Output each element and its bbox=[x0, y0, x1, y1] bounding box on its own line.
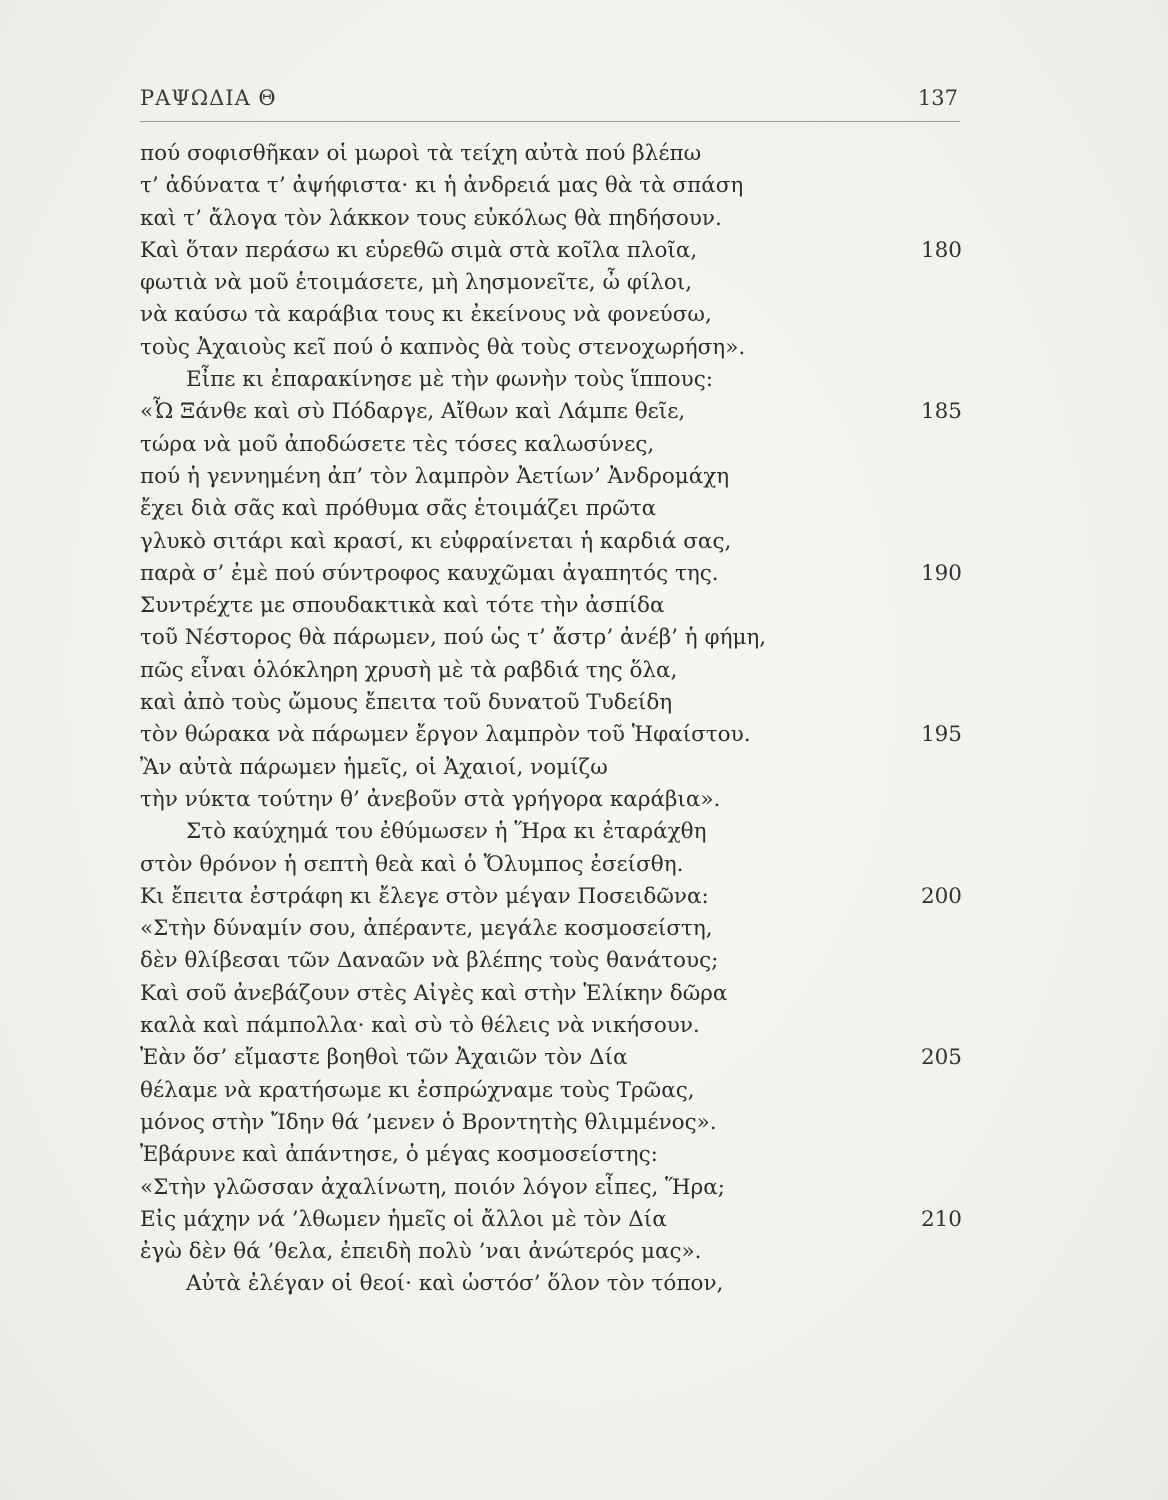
verse-line bbox=[140, 558, 962, 590]
line-number: 205 bbox=[920, 1045, 962, 1071]
verse-text: Κι ἔπειτα ἐστράφη κι ἔλεγε στὸν μέγαν Ποσειδῶνα: bbox=[140, 883, 709, 909]
line-number: 190 bbox=[920, 560, 962, 586]
verse-text: τώρα νὰ μοῦ ἀποδώσετε τὲς τόσες καλωσύνες, bbox=[140, 431, 655, 457]
verse-text: ἔχει διὰ σᾶς καὶ πρόθυμα σᾶς ἑτοιμάζει πρῶτα bbox=[140, 496, 657, 522]
verse-text: πῶς εἶναι ὁλόκληρη χρυσὴ μὲ τὰ ραβδιά της ὅλα, bbox=[140, 657, 678, 683]
verse-text: ἐγὼ δὲν θά ’θελα, ἐπειδὴ πολὺ ’ναι ἀνώτερός μας». bbox=[140, 1239, 702, 1265]
verse-line bbox=[140, 1042, 962, 1074]
verse-line bbox=[140, 235, 962, 267]
verse-line bbox=[140, 687, 962, 719]
verse-text: παρὰ σ’ ἐμὲ πού σύντροφος καυχῶμαι ἀγαπητός της. bbox=[140, 560, 719, 586]
verse-line bbox=[140, 849, 962, 881]
verse-line bbox=[140, 1268, 962, 1300]
verse-line bbox=[140, 1204, 962, 1236]
verse-line bbox=[140, 493, 962, 525]
verse-line bbox=[140, 364, 962, 396]
verse-text: μόνος στὴν Ἴδην θά ’μενεν ὁ Βροντητὴς θλιμμένος». bbox=[140, 1109, 717, 1135]
verse-line bbox=[140, 978, 962, 1010]
verse-line bbox=[140, 945, 962, 977]
verse-text: στὸν θρόνον ἡ σεπτὴ θεὰ καὶ ὁ Ὄλυμπος ἐσείσθη. bbox=[140, 851, 684, 877]
verse-line bbox=[140, 1010, 962, 1042]
verse-text: Καὶ ὅταν περάσω κι εὑρεθῶ σιμὰ στὰ κοῖλα πλοῖα, bbox=[140, 237, 698, 263]
verse-text: Εἰς μάχην νά ’λθωμεν ἡμεῖς οἱ ἄλλοι μὲ τὸν Δία bbox=[140, 1206, 667, 1232]
verse-line bbox=[140, 267, 962, 299]
verse-line bbox=[140, 719, 962, 751]
page-header bbox=[140, 86, 960, 116]
verse-text: Καὶ σοῦ ἀνεβάζουν στὲς Αἰγὲς καὶ στὴν Ἑλίκην δῶρα bbox=[140, 980, 728, 1006]
verse-line bbox=[140, 1139, 962, 1171]
verse-text: «Ὦ Ξάνθε καὶ σὺ Πόδαργε, Αἴθων καὶ Λάμπε θεῖε, bbox=[140, 399, 686, 425]
verse-line bbox=[140, 784, 962, 816]
verse-text: νὰ καύσω τὰ καράβια τους κι ἐκείνους νὰ φονεύσω, bbox=[140, 302, 712, 328]
verse-line bbox=[140, 816, 962, 848]
verse-line bbox=[140, 655, 962, 687]
verse-line bbox=[140, 590, 962, 622]
verse-text: «Στὴν δύναμίν σου, ἀπέραντε, μεγάλε κοσμοσείστη, bbox=[140, 916, 713, 942]
line-number: 210 bbox=[920, 1206, 962, 1232]
verse-line bbox=[140, 1075, 962, 1107]
verse-text: «Στὴν γλῶσσαν ἀχαλίνωτη, ποιόν λόγον εἶπες, Ἥρα; bbox=[140, 1174, 725, 1200]
line-number: 195 bbox=[920, 722, 962, 748]
verse-text: τὴν νύκτα τούτην θ’ ἀνεβοῦν στὰ γρήγορα καράβια». bbox=[140, 786, 721, 812]
verse-line bbox=[140, 429, 962, 461]
verse-text: Συντρέχτε με σπουδακτικὰ καὶ τότε τὴν ἀσπίδα bbox=[140, 593, 665, 619]
header-rule bbox=[140, 121, 960, 122]
verse-text: καὶ τ’ ἄλογα τὸν λάκκον τους εὐκόλως θὰ πηδήσουν. bbox=[140, 205, 722, 231]
verse-text: τ’ ἀδύνατα τ’ ἀψήφιστα· κι ἡ ἀνδρειά μας θὰ τὰ σπάση bbox=[140, 173, 744, 199]
verse-block bbox=[140, 138, 962, 1301]
verse-line bbox=[140, 203, 962, 235]
verse-line bbox=[140, 170, 962, 202]
verse-text: πού σοφισθῆκαν οἱ μωροὶ τὰ τείχη αὐτὰ πού βλέπω bbox=[140, 141, 702, 166]
line-number: 180 bbox=[920, 237, 962, 263]
verse-line bbox=[140, 332, 962, 364]
verse-text: τοῦ Νέστορος θὰ πάρωμεν, πού ὡς τ’ ἄστρ’ ἀνέβ’ ἡ φήμη, bbox=[140, 625, 767, 651]
line-number: 185 bbox=[920, 399, 962, 425]
running-title: ΡΑΨΩΔΙΑ Θ bbox=[140, 86, 277, 110]
verse-text: τὸν θώρακα νὰ πάρωμεν ἔργον λαμπρὸν τοῦ Ἡφαίστου. bbox=[140, 722, 751, 748]
verse-line bbox=[140, 622, 962, 654]
verse-text: πού ἡ γεννημένη ἀπ’ τὸν λαμπρὸν Ἀετίων’ Ἀνδρομάχη bbox=[140, 463, 730, 489]
verse-text: Ἐὰν ὅσ’ εἴμαστε βοηθοὶ τῶν Ἀχαιῶν τὸν Δία bbox=[140, 1045, 628, 1071]
verse-text: τοὺς Ἀχαιοὺς κεῖ πού ὁ καπνὸς θὰ τοὺς στενοχωρήση». bbox=[140, 334, 746, 360]
verse-line bbox=[140, 913, 962, 945]
verse-line bbox=[140, 752, 962, 784]
verse-line bbox=[140, 1172, 962, 1204]
verse-text: Εἶπε κι ἐπαρακίνησε μὲ τὴν φωνὴν τοὺς ἵππους: bbox=[186, 367, 713, 393]
verse-line bbox=[140, 299, 962, 331]
verse-text: Ἐβάρυνε καὶ ἀπάντησε, ὁ μέγας κοσμοσείστης: bbox=[140, 1142, 658, 1168]
verse-text: γλυκὸ σιτάρι καὶ κρασί, κι εὐφραίνεται ἡ καρδιά σας, bbox=[140, 528, 732, 554]
verse-text: θέλαμε νὰ κρατήσωμε κι ἐσπρώχναμε τοὺς Τρῶας, bbox=[140, 1077, 695, 1103]
verse-line bbox=[140, 138, 962, 170]
line-number: 200 bbox=[920, 883, 962, 909]
verse-text: Αὐτὰ ἐλέγαν οἱ θεοί· καὶ ὡστόσ’ ὅλον τὸν τόπον, bbox=[186, 1271, 724, 1297]
verse-line bbox=[140, 526, 962, 558]
verse-line bbox=[140, 461, 962, 493]
verse-text: καὶ ἀπὸ τοὺς ὤμους ἔπειτα τοῦ δυνατοῦ Τυδείδη bbox=[140, 690, 673, 716]
verse-line bbox=[140, 1236, 962, 1268]
verse-text: φωτιὰ νὰ μοῦ ἑτοιμάσετε, μὴ λησμονεῖτε, ὦ φίλοι, bbox=[140, 270, 693, 296]
verse-line bbox=[140, 396, 962, 428]
verse-text: δὲν θλίβεσαι τῶν Δαναῶν νὰ βλέπης τοὺς θανάτους; bbox=[140, 948, 719, 974]
verse-line bbox=[140, 1107, 962, 1139]
verse-line bbox=[140, 881, 962, 913]
verse-text: Ἂν αὐτὰ πάρωμεν ἡμεῖς, οἱ Ἀχαιοί, νομίζω bbox=[140, 754, 608, 780]
verse-text: Στὸ καύχημά του ἐθύμωσεν ἡ Ἥρα κι ἐταράχθη bbox=[186, 819, 707, 845]
verse-text: καλὰ καὶ πάμπολλα· καὶ σὺ τὸ θέλεις νὰ νικήσουν. bbox=[140, 1013, 700, 1039]
page-number: 137 bbox=[917, 86, 958, 110]
